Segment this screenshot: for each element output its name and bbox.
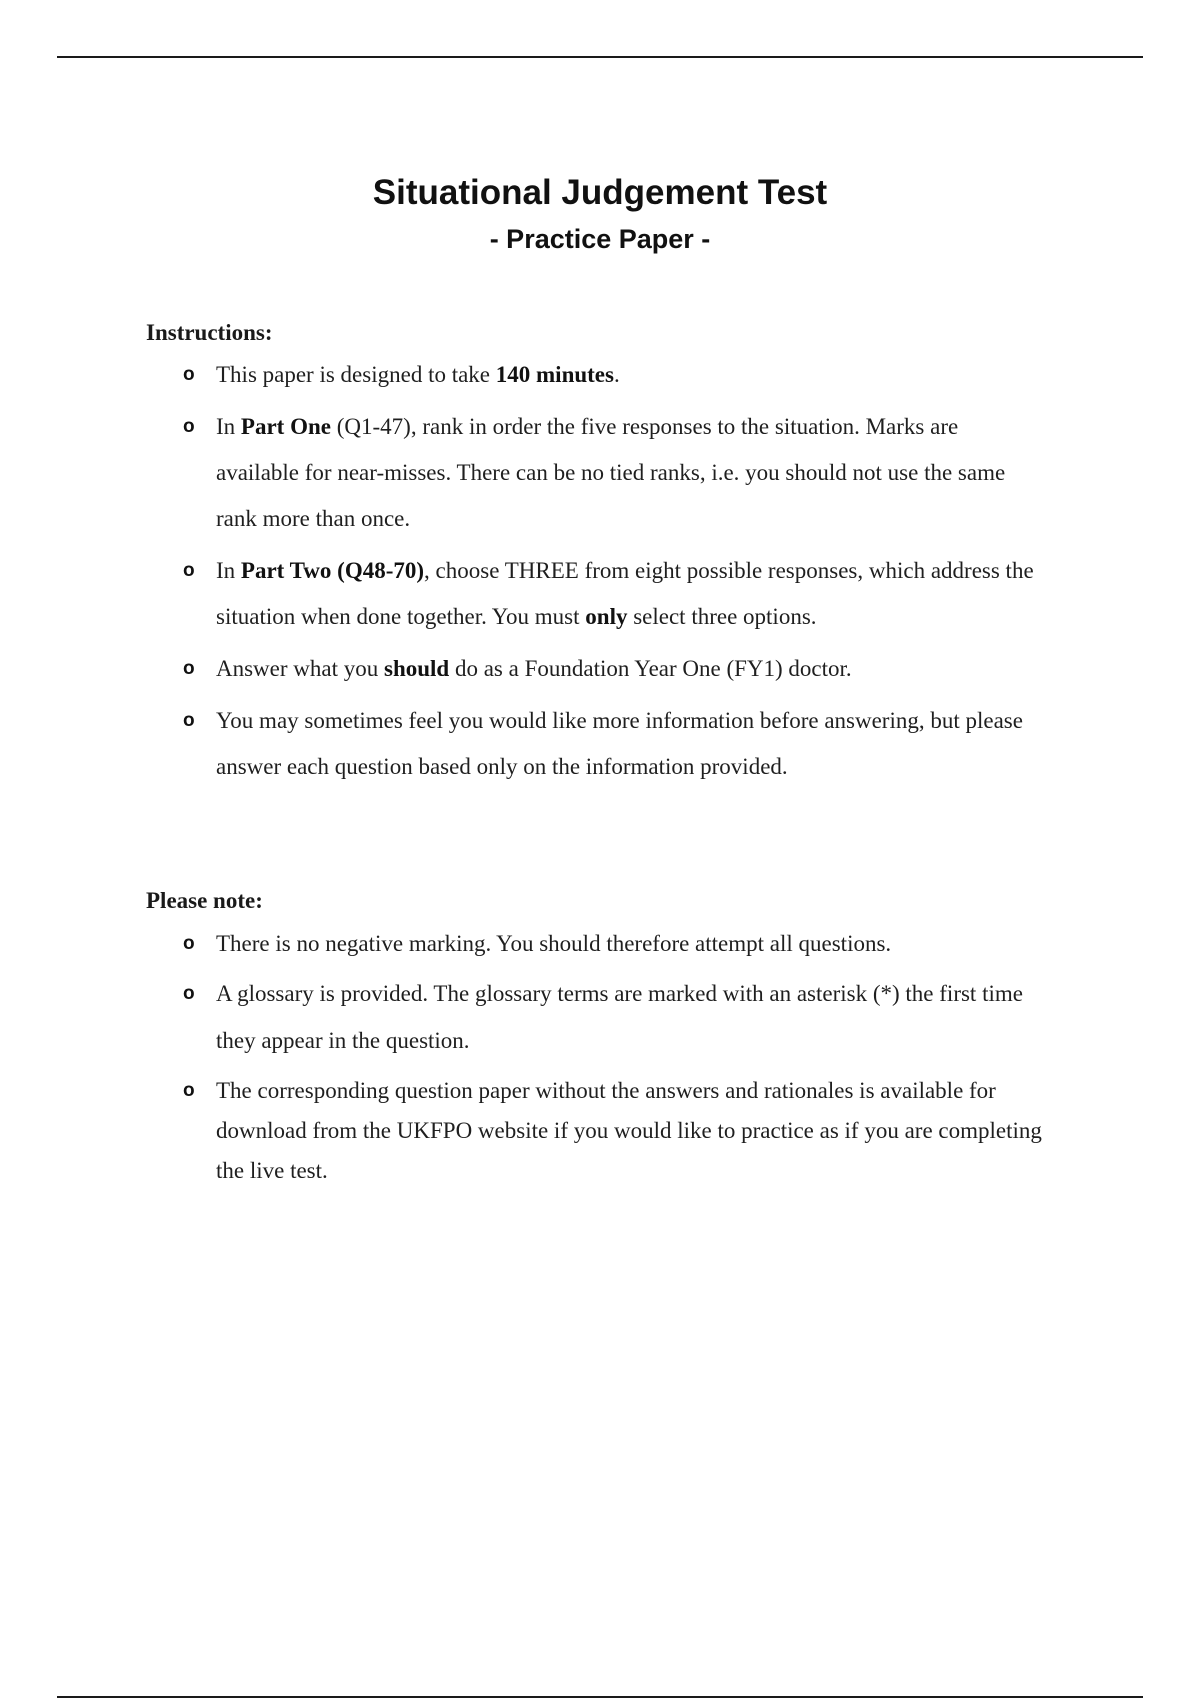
list-item: o This paper is designed to take 140 minutes. xyxy=(146,352,1046,398)
top-rule xyxy=(57,56,1143,58)
list-item: o In Part Two (Q48-70), choose THREE from eight possible responses, which address the situation when done together. You must only select three options. xyxy=(146,548,1046,640)
bottom-rule xyxy=(57,1696,1143,1698)
list-item: o Answer what you should do as a Foundation Year One (FY1) doctor. xyxy=(146,646,1046,692)
note-section xyxy=(146,886,1046,1194)
list-item: o There is no negative marking. You should therefore attempt all questions. xyxy=(146,920,1046,967)
list-item: o A glossary is provided. The glossary terms are marked with an asterisk (*) the first time they appear in the question. xyxy=(146,970,1046,1064)
page-subtitle: - Practice Paper - xyxy=(489,224,711,254)
bullet-icon: o xyxy=(183,1080,195,1101)
bullet-icon: o xyxy=(183,933,195,954)
title-block xyxy=(0,172,1200,256)
bullet-icon: o xyxy=(183,560,195,581)
instructions-list xyxy=(146,352,1046,790)
note-list xyxy=(146,920,1046,1191)
bullet-icon: o xyxy=(183,416,195,437)
page-title: Situational Judgement Test xyxy=(372,173,828,212)
instructions-section xyxy=(146,318,1046,796)
list-item: o The corresponding question paper without the answers and rationales is available for download from the UKFPO website if you would like to practice as if you are completing the live test. xyxy=(146,1067,1046,1191)
bullet-icon: o xyxy=(183,658,195,679)
bullet-icon: o xyxy=(183,983,195,1004)
list-item: o In Part One (Q1-47), rank in order the five responses to the situation. Marks are available for near-misses. There can be no tied ranks, i.e. you should not use the same rank more than once. xyxy=(146,404,1046,542)
note-heading: Please note: xyxy=(146,888,263,913)
bullet-icon: o xyxy=(183,364,195,385)
instructions-heading: Instructions: xyxy=(146,320,273,345)
list-item: o You may sometimes feel you would like more information before answering, but please answer each question based only on the information provided. xyxy=(146,698,1046,790)
bullet-icon: o xyxy=(183,710,195,731)
